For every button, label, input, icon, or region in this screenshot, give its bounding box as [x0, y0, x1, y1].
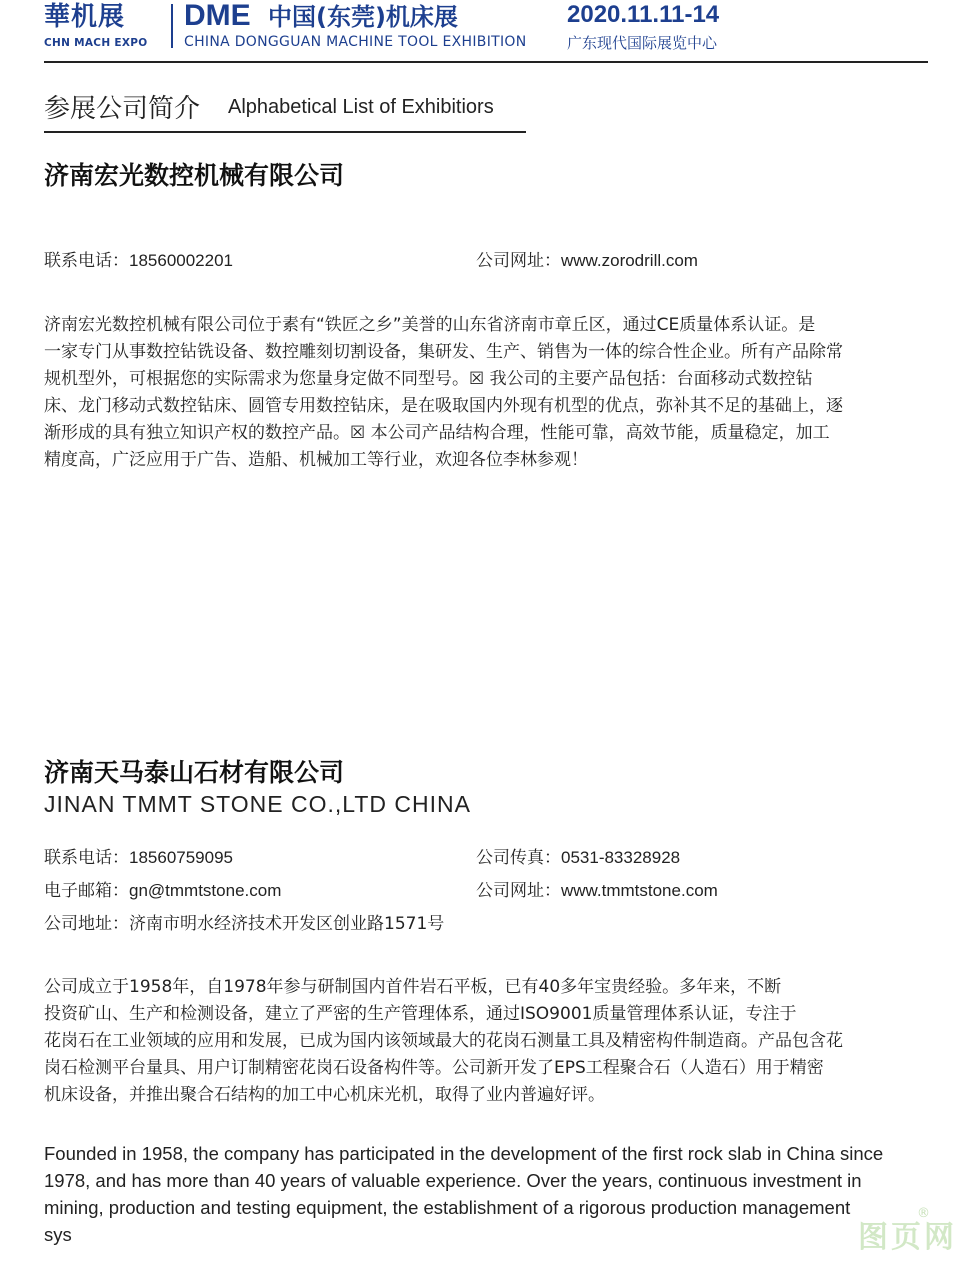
expo-logo: 華机展 [44, 2, 126, 32]
website-label: 公司网址： [476, 881, 561, 901]
dme-logo: DME [184, 0, 251, 32]
description-line: 1978, and has more than 40 years of valuable experience. Over the years, continuous investment in [44, 1170, 862, 1191]
phone-label: 联系电话： [44, 251, 129, 271]
company2-email [44, 876, 281, 901]
description-line: 床、龙门移动式数控钻床、圆管专用数控钻床，是在吸取国内外现有机型的优点，弥补其不足的基础上，逐 [44, 396, 843, 416]
company2-phone [44, 843, 233, 868]
description-line: Founded in 1958, the company has participated in the development of the first rock slab in China since [44, 1143, 884, 1164]
email-label: 电子邮箱： [44, 881, 129, 901]
exhibition-title-en: CHINA DONGGUAN MACHINE TOOL EXHIBITION [184, 34, 527, 50]
company2-fax [476, 843, 680, 868]
description-line: 投资矿山、生产和检测设备，建立了严密的生产管理体系，通过ISO9001质量管理体系认证，专注于 [44, 1004, 797, 1024]
watermark-logo: 图页网 [858, 1220, 957, 1255]
section-title-en: Alphabetical List of Exhibitiors [228, 96, 494, 118]
description-line: 规机型外，可根据您的实际需求为您量身定做不同型号。☒ 我公司的主要产品包括：台面移动式数控钻 [44, 369, 813, 389]
registered-mark: ® [917, 1206, 930, 1221]
company1-name: 济南宏光数控机械有限公司 [44, 161, 345, 190]
section-title-cn: 参展公司简介 [44, 94, 201, 124]
header-divider [171, 4, 173, 48]
company1-description [44, 312, 928, 474]
description-line: 精度高，广泛应用于广告、造船、机械加工等行业，欢迎各位李林参观！ [44, 450, 588, 470]
company2-name-en: JINAN TMMT STONE CO.,LTD CHINA [44, 791, 471, 817]
description-line: 机床设备，并推出聚合石结构的加工中心机床光机，取得了业内普遍好评。 [44, 1085, 605, 1105]
address-label: 公司地址： [44, 914, 129, 934]
address-value: 济南市明水经济技术开发区创业路1571号 [129, 914, 445, 934]
description-line: 公司成立于1958年，自1978年参与研制国内首件岩石平板，已有40多年宝贵经验。多年来，不断 [44, 977, 782, 997]
description-line: 花岗石在工业领域的应用和发展，已成为国内该领域最大的花岗石测量工具及精密构件制造商。产品包含花 [44, 1031, 843, 1051]
description-line: 渐形成的具有独立知识产权的数控产品。☒ 本公司产品结构合理，性能可靠，高效节能，质量稳定，加工 [44, 423, 830, 443]
company1-website [476, 246, 698, 271]
description-line: 一家专门从事数控钻铣设备、数控雕刻切割设备，集研发、生产、销售为一体的综合性企业。所有产品除常 [44, 342, 843, 362]
description-line: 济南宏光数控机械有限公司位于素有“铁匠之乡”美誉的山东省济南市章丘区，通过CE质量体系认证。是 [44, 315, 816, 335]
exhibition-title-cn: 中国(东莞)机床展 [268, 3, 458, 31]
fax-value: 0531-83328928 [561, 848, 681, 867]
company2-name: 济南天马泰山石材有限公司 [44, 758, 345, 787]
company2-description-en [44, 1140, 928, 1248]
company2-description-cn [44, 974, 928, 1109]
expo-logo-en: CHN MACH EXPO [44, 37, 148, 49]
section-rule [44, 131, 526, 133]
website-value: www.zorodrill.com [561, 251, 698, 270]
description-line: 岗石检测平台量具、用户订制精密花岗石设备构件等。公司新开发了EPS工程聚合石（人造石）用于精密 [44, 1058, 824, 1078]
phone-value: 18560002201 [129, 251, 234, 270]
exhibition-date: 2020.11.11-14 [567, 1, 720, 28]
phone-label: 联系电话： [44, 848, 129, 868]
website-label: 公司网址： [476, 251, 561, 271]
exhibition-venue: 广东现代国际展览中心 [567, 34, 718, 52]
fax-label: 公司传真： [476, 848, 561, 868]
website-value: www.tmmtstone.com [561, 881, 718, 900]
company2-website [476, 876, 718, 901]
email-value: gn@tmmtstone.com [129, 881, 282, 900]
description-line: sys [44, 1224, 72, 1245]
phone-value: 18560759095 [129, 848, 234, 867]
company1-phone [44, 246, 233, 271]
description-line: mining, production and testing equipment, the establishment of a rigorous production management [44, 1197, 851, 1218]
header-rule [44, 61, 928, 63]
company2-address [44, 909, 444, 934]
